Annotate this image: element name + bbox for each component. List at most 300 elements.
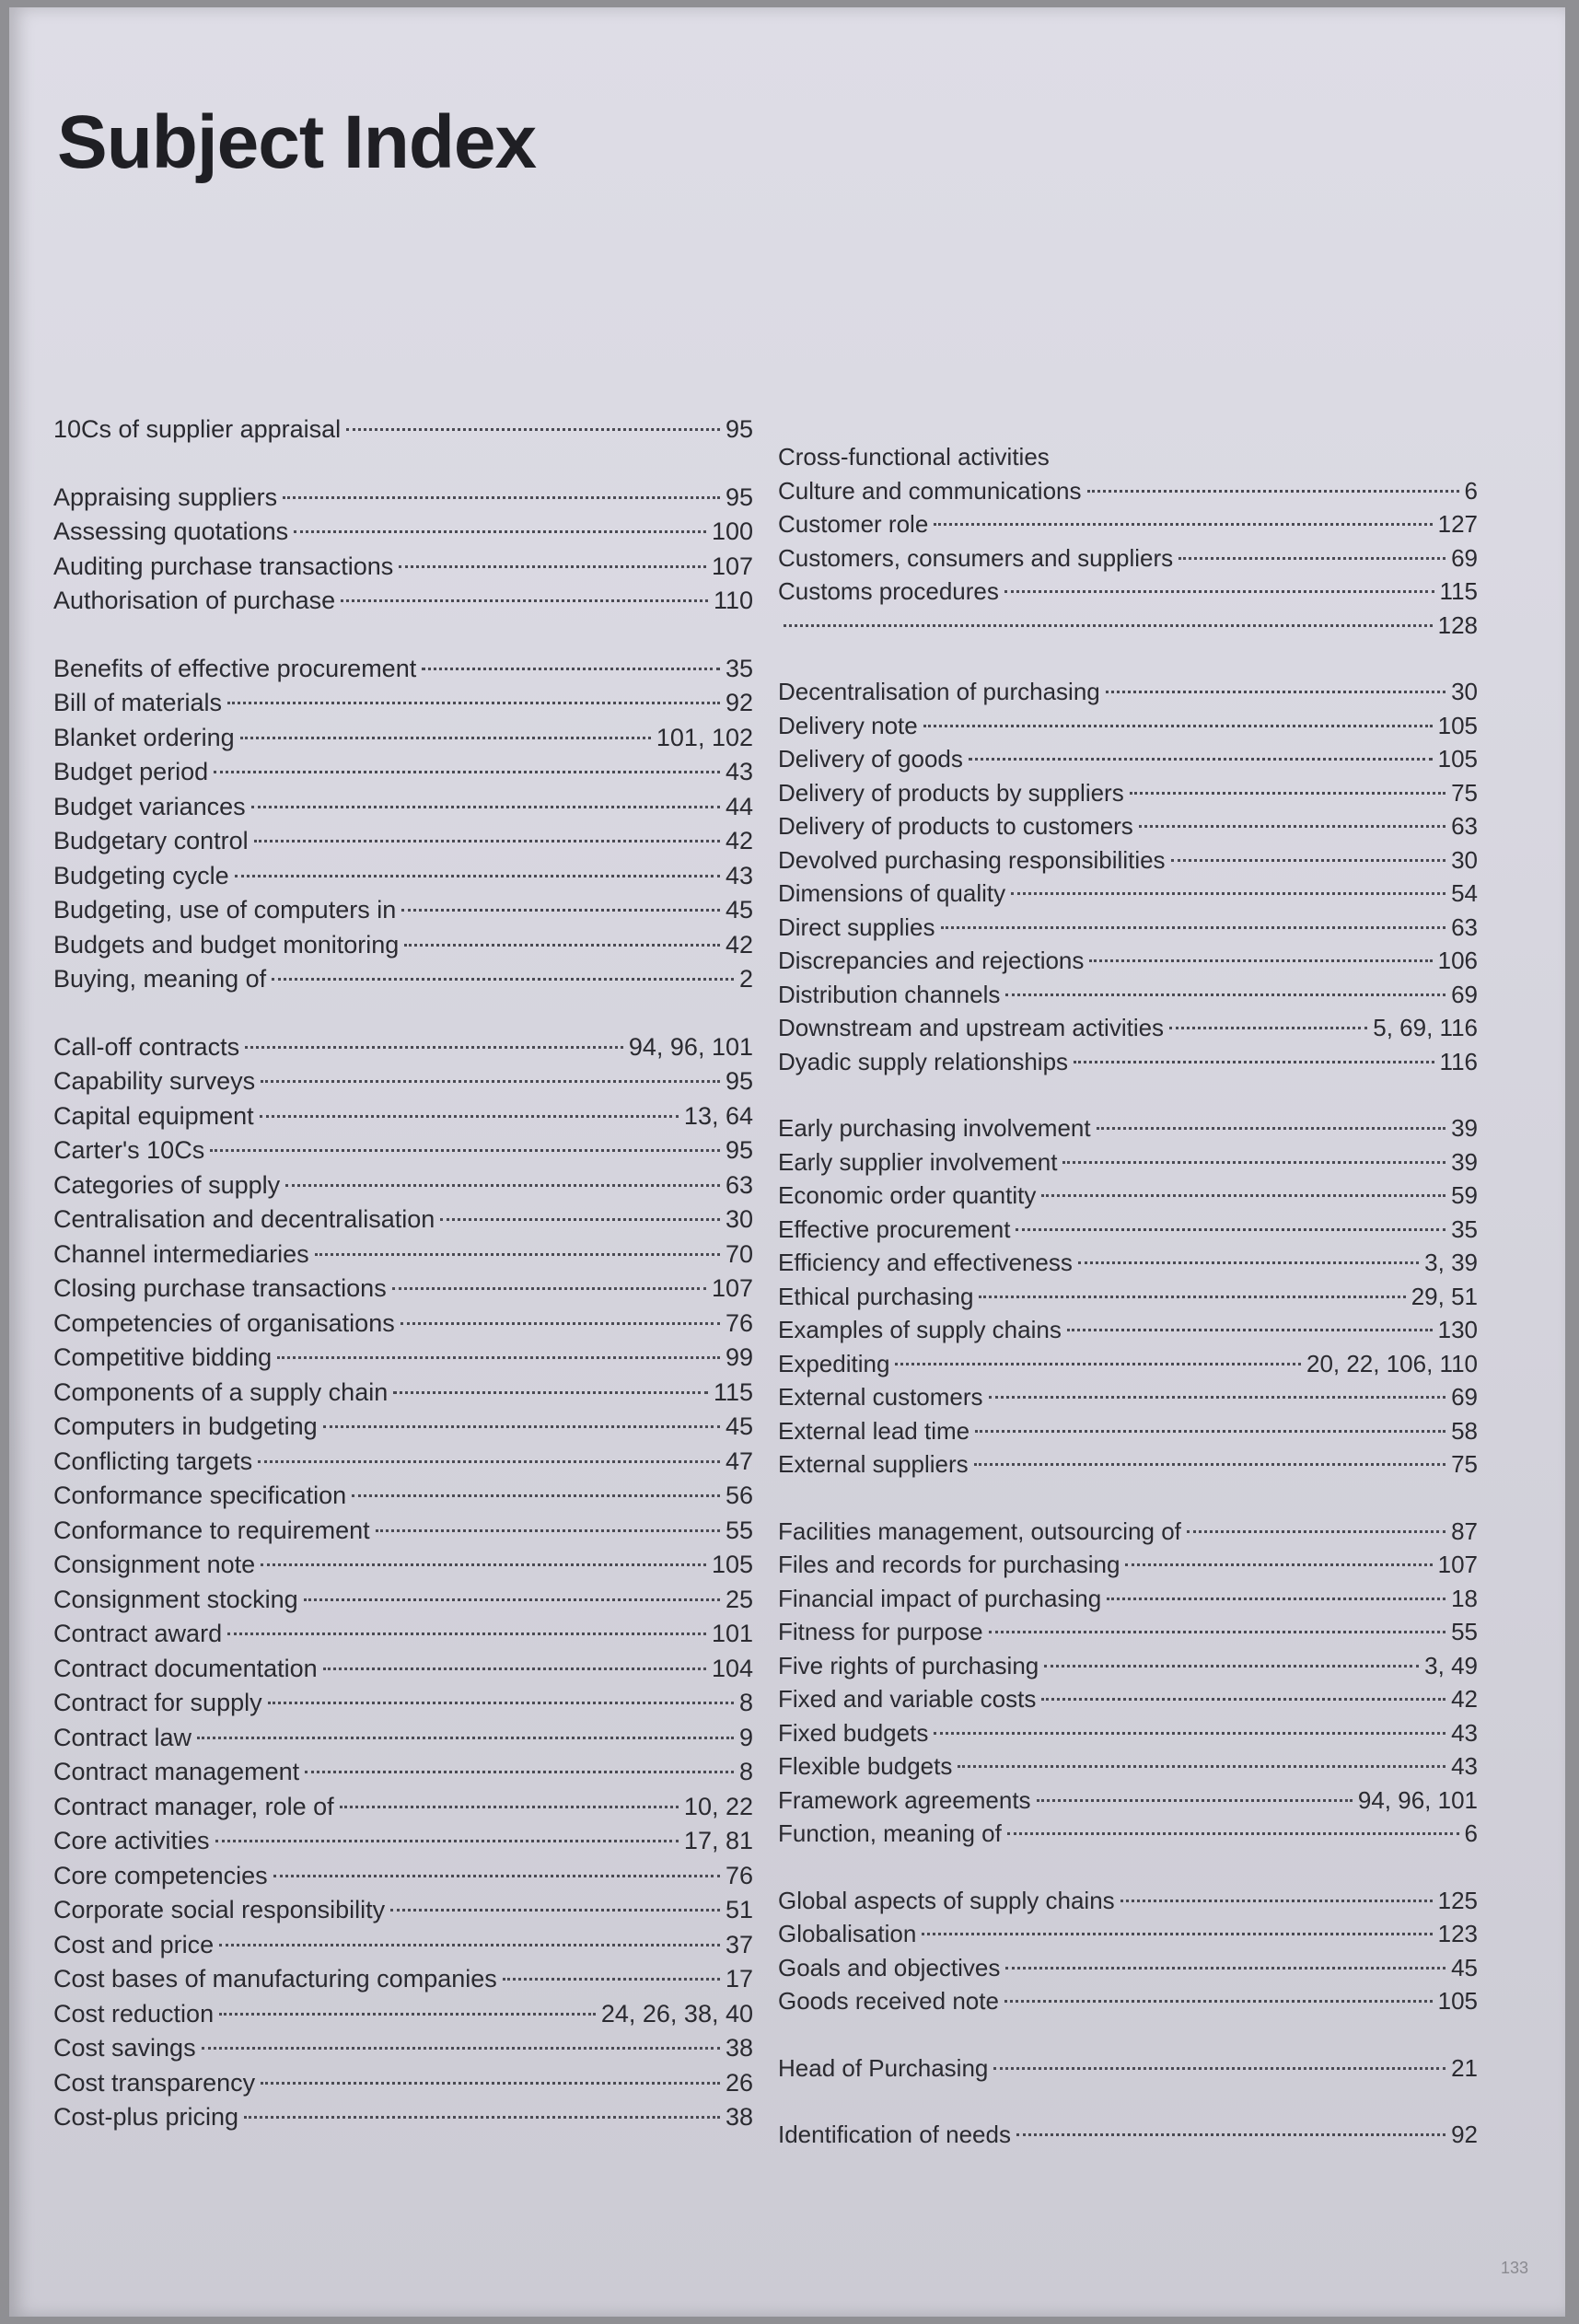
index-entry [53, 1652, 753, 1687]
dot-leader [1004, 590, 1434, 593]
index-entry [778, 1246, 1478, 1280]
index-pages: 104 [711, 1654, 753, 1682]
index-group [778, 2051, 1478, 2086]
index-pages: 95 [725, 415, 753, 443]
index-entry [53, 1133, 753, 1168]
dot-leader [210, 1149, 720, 1152]
index-entry [53, 1997, 753, 2032]
index-term: Global aspects of supply chains [778, 1886, 1115, 1914]
dot-leader [285, 1184, 720, 1187]
index-pages: 127 [1437, 510, 1478, 538]
index-entry [778, 1817, 1478, 1851]
index-term: Fitness for purpose [778, 1618, 983, 1645]
index-pages: 99 [725, 1343, 753, 1371]
index-entry [778, 1414, 1478, 1448]
index-pages: 87 [1451, 1516, 1478, 1545]
dot-leader [315, 1253, 720, 1256]
dot-leader [404, 944, 720, 947]
index-entry [778, 1716, 1478, 1750]
index-entry [53, 1548, 753, 1583]
index-pages: 107 [711, 1274, 753, 1302]
index-term: Customer role [778, 510, 929, 538]
dot-leader [219, 1944, 720, 1946]
index-term: Dyadic supply relationships [778, 1047, 1069, 1075]
dot-leader [305, 1771, 734, 1773]
index-entry [53, 2066, 753, 2101]
index-term: Channel intermediaries [53, 1239, 309, 1268]
index-term: Consignment stocking [53, 1585, 298, 1613]
index-pages: 107 [711, 552, 753, 580]
dot-leader [1087, 490, 1459, 493]
index-term: Identification of needs [778, 2121, 1011, 2148]
index-pages: 63 [1451, 912, 1478, 941]
dot-leader [1089, 959, 1432, 962]
dot-leader [392, 1287, 706, 1290]
dot-leader [934, 523, 1432, 526]
index-pages: 13, 64 [683, 1101, 753, 1130]
dot-leader [1037, 1799, 1353, 1802]
index-term: Computers in budgeting [53, 1412, 318, 1440]
index-term: External customers [778, 1383, 983, 1411]
index-term: Downstream and upstream activities [778, 1014, 1165, 1041]
dot-leader [277, 1356, 720, 1359]
index-entry [53, 1064, 753, 1099]
index-pages: 35 [1451, 1214, 1478, 1243]
index-entry [53, 755, 753, 790]
dot-leader [352, 1494, 720, 1497]
index-entry [53, 413, 753, 447]
index-term: Flexible budgets [778, 1752, 953, 1780]
index-pages: 42 [725, 827, 753, 854]
dot-leader [1007, 1832, 1459, 1835]
dot-leader [1078, 1261, 1419, 1264]
index-pages: 42 [725, 930, 753, 959]
dot-leader [245, 1046, 623, 1049]
index-pages: 24, 26, 38, 40 [600, 1999, 753, 2028]
index-pages: 10, 22 [683, 1792, 753, 1820]
index-pages: 3, 39 [1424, 1249, 1478, 1276]
index-pages: 6 [1464, 1819, 1478, 1847]
index-term: Five rights of purchasing [778, 1651, 1039, 1679]
index-pages: 76 [725, 1308, 753, 1337]
dot-leader [979, 1296, 1405, 1298]
dot-leader [1016, 2133, 1445, 2136]
dot-leader [323, 1425, 720, 1428]
index-term: Budgeting cycle [53, 861, 229, 889]
index-entry [53, 2100, 753, 2135]
dot-leader [346, 428, 720, 431]
dot-leader [215, 1840, 679, 1842]
index-entry [778, 1749, 1478, 1784]
dot-leader [422, 668, 720, 670]
index-pages: 105 [1437, 745, 1478, 773]
index-term: Call-off contracts [53, 1032, 240, 1061]
dot-leader [227, 1633, 706, 1635]
index-entry [53, 962, 753, 997]
index-term: Capital equipment [53, 1101, 254, 1130]
index-term: Globalisation [778, 1920, 917, 1947]
index-entry [778, 1582, 1478, 1616]
index-entry [778, 809, 1478, 843]
index-pages: 115 [713, 1377, 753, 1406]
index-entry [778, 1347, 1478, 1381]
index-term: Fixed and variable costs [778, 1685, 1037, 1713]
index-pages: 63 [1451, 812, 1478, 840]
index-entry [53, 1617, 753, 1652]
dot-leader [974, 1463, 1445, 1466]
index-entry [778, 1213, 1478, 1247]
index-term: Ethical purchasing [778, 1282, 974, 1310]
dot-leader [923, 725, 1433, 727]
dot-leader [503, 1978, 720, 1981]
index-entry [53, 1203, 753, 1238]
index-pages: 101 [711, 1620, 753, 1647]
index-pages: 76 [725, 1861, 753, 1889]
index-entry [53, 652, 753, 687]
index-entry [778, 1682, 1478, 1716]
index-entry [778, 1179, 1478, 1213]
index-term: Consignment note [53, 1551, 256, 1578]
index-term: Budgetary control [53, 827, 249, 854]
index-term: Budgeting, use of computers in [53, 896, 397, 924]
index-pages: 30 [1451, 678, 1478, 705]
index-term: Efficiency and effectiveness [778, 1249, 1073, 1276]
index-pages: 106 [1437, 947, 1478, 974]
index-pages: 42 [1451, 1685, 1478, 1713]
index-pages: 38 [725, 2034, 753, 2062]
dot-leader [1187, 1530, 1445, 1533]
dot-leader [261, 1080, 720, 1083]
index-term: Function, meaning of [778, 1819, 1002, 1847]
index-term: Customs procedures [778, 577, 999, 605]
index-pages: 21 [1451, 2053, 1478, 2082]
index-term: Fixed budgets [778, 1718, 929, 1747]
index-entry [53, 686, 753, 721]
index-pages: 38 [725, 2103, 753, 2131]
index-term: Devolved purchasing responsibilities [778, 845, 1166, 874]
index-term: Early supplier involvement [778, 1147, 1058, 1176]
index-pages: 29, 51 [1411, 1282, 1478, 1310]
index-entry [778, 1447, 1478, 1482]
dot-leader [1041, 1698, 1445, 1701]
index-term: Cost bases of manufacturing companies [53, 1965, 497, 1993]
index-group [53, 1030, 753, 2135]
index-entry [778, 675, 1478, 709]
index-entry [53, 1755, 753, 1790]
index-pages: 37 [725, 1930, 753, 1958]
index-term: Competencies of organisations [53, 1308, 395, 1337]
index-pages: 105 [711, 1551, 753, 1578]
dot-leader [1005, 994, 1445, 996]
dot-leader [989, 1631, 1446, 1633]
index-entry [778, 609, 1478, 643]
index-term: Contract law [53, 1723, 192, 1751]
dot-leader [240, 737, 651, 739]
dot-leader [261, 2082, 720, 2085]
index-entry [778, 1784, 1478, 1818]
dot-leader [1139, 825, 1445, 828]
index-group [778, 440, 1478, 642]
index-entry [53, 893, 753, 928]
index-entry [53, 1721, 753, 1756]
dot-leader [922, 1933, 1432, 1935]
index-entry [778, 2118, 1478, 2152]
index-entry [53, 1445, 753, 1480]
index-group [53, 413, 753, 447]
index-term: Cross-functional activities [778, 443, 1050, 471]
index-entry [778, 1380, 1478, 1414]
dot-leader [219, 2013, 596, 2016]
index-pages: 26 [725, 2068, 753, 2097]
index-pages: 45 [1451, 1953, 1478, 1981]
index-pages: 44 [725, 792, 753, 820]
dot-leader [1171, 859, 1446, 862]
index-pages: 94, 96, 101 [628, 1032, 753, 1061]
index-entry [778, 978, 1478, 1012]
index-pages: 70 [725, 1239, 753, 1268]
index-entry [53, 1341, 753, 1376]
index-entry [53, 1272, 753, 1307]
index-pages: 45 [725, 896, 753, 924]
index-pages: 43 [1451, 1752, 1478, 1780]
dot-leader [1044, 1665, 1419, 1667]
index-pages: 123 [1437, 1920, 1478, 1947]
index-pages: 39 [1451, 1147, 1478, 1176]
index-entry [53, 1376, 753, 1411]
dot-leader [401, 909, 720, 912]
index-entry [53, 1307, 753, 1342]
index-entry [53, 1583, 753, 1618]
dot-leader [341, 599, 708, 602]
index-entry [778, 877, 1478, 911]
index-term: Cost and price [53, 1930, 215, 1958]
index-term: Core competencies [53, 1861, 268, 1889]
index-pages: 59 [1451, 1181, 1478, 1209]
dot-leader [261, 1563, 706, 1566]
index-pages: 95 [725, 1136, 753, 1164]
index-term: Contract documentation [53, 1654, 318, 1682]
index-term: Blanket ordering [53, 723, 235, 751]
dot-leader [1130, 792, 1445, 795]
dot-leader [323, 1667, 706, 1670]
index-term: Delivery of products by suppliers [778, 778, 1124, 807]
index-entry [53, 859, 753, 894]
dot-leader [975, 1430, 1445, 1433]
index-term: Assessing quotations [53, 517, 289, 545]
index-pages: 107 [1437, 1551, 1478, 1578]
index-entry [53, 790, 753, 825]
index-term: Discrepancies and rejections [778, 947, 1085, 974]
index-pages: 69 [1451, 980, 1478, 1008]
index-entry [778, 1313, 1478, 1347]
index-term: Categories of supply [53, 1170, 281, 1199]
index-term: Conflicting targets [53, 1447, 253, 1475]
index-group [53, 652, 753, 997]
index-term: Centralisation and decentralisation [53, 1205, 435, 1233]
index-term: Conformance specification [53, 1482, 347, 1509]
index-term: 10Cs of supplier appraisal [53, 415, 342, 443]
dot-leader [401, 1322, 720, 1325]
dot-leader [260, 1115, 679, 1118]
dot-leader [254, 840, 720, 842]
index-entry [53, 928, 753, 963]
index-pages: 6 [1464, 476, 1478, 505]
index-term: Budget variances [53, 792, 246, 820]
dot-leader [1011, 892, 1445, 895]
index-pages: 43 [1451, 1718, 1478, 1747]
index-pages: 43 [725, 861, 753, 889]
index-entry [778, 507, 1478, 541]
index-pages: 17, 81 [683, 1827, 753, 1854]
index-group [778, 1515, 1478, 1851]
index-entry [53, 515, 753, 550]
dot-leader [251, 806, 720, 808]
index-term: Effective procurement [778, 1214, 1011, 1243]
index-pages: 3, 49 [1424, 1651, 1478, 1679]
index-pages: 75 [1451, 1450, 1478, 1478]
index-pages: 18 [1451, 1584, 1478, 1612]
index-entry [53, 1099, 753, 1134]
index-entry [53, 1893, 753, 1928]
dot-leader [393, 1391, 708, 1394]
dot-leader [390, 1909, 720, 1911]
dot-leader [1041, 1194, 1445, 1197]
index-term: Dimensions of quality [778, 879, 1006, 907]
index-term: Expediting [778, 1349, 890, 1377]
index-entry [778, 1649, 1478, 1683]
index-term: Examples of supply chains [778, 1316, 1062, 1343]
index-pages: 92 [725, 689, 753, 716]
index-pages: 130 [1437, 1316, 1478, 1343]
index-entry [778, 1615, 1478, 1649]
dot-leader [376, 1529, 720, 1532]
index-term: Goods received note [778, 1987, 999, 2015]
index-pages: 45 [725, 1412, 753, 1440]
index-entry [778, 1045, 1478, 1079]
index-term: Closing purchase transactions [53, 1274, 387, 1302]
index-pages: 128 [1437, 610, 1478, 639]
dot-leader [958, 1765, 1445, 1768]
index-column-left [53, 413, 753, 2168]
dot-leader [244, 2116, 720, 2119]
index-entry [53, 1686, 753, 1721]
index-entry [53, 1928, 753, 1963]
index-entry [778, 843, 1478, 877]
index-term: Core activities [53, 1827, 210, 1854]
index-pages: 8 [738, 1758, 753, 1785]
index-term: Decentralisation of purchasing [778, 678, 1100, 705]
index-entry [53, 1790, 753, 1825]
dot-leader [1067, 1329, 1433, 1331]
index-term: Components of a supply chain [53, 1377, 389, 1406]
dot-leader [895, 1363, 1301, 1365]
index-term: Cost savings [53, 2034, 196, 2062]
index-group [53, 481, 753, 619]
index-term: Facilities management, outsourcing of [778, 1516, 1181, 1545]
dot-leader [1097, 1127, 1445, 1130]
index-entry [53, 1238, 753, 1272]
index-pages: 125 [1437, 1886, 1478, 1914]
index-entry [778, 1884, 1478, 1918]
index-pages: 35 [725, 654, 753, 682]
book-page [9, 7, 1565, 2317]
index-pages: 43 [725, 758, 753, 785]
dot-leader [304, 1598, 720, 1601]
index-group [778, 1111, 1478, 1482]
index-term: Delivery of products to customers [778, 812, 1133, 840]
dot-leader [283, 496, 720, 499]
index-pages: 54 [1451, 879, 1478, 907]
index-term: Budget period [53, 758, 209, 785]
dot-leader [1074, 1061, 1434, 1063]
index-term: Direct supplies [778, 912, 935, 941]
dot-leader [1004, 2000, 1433, 2003]
index-entry [778, 541, 1478, 575]
index-pages: 55 [725, 1516, 753, 1544]
index-entry [778, 1951, 1478, 1985]
index-entry [53, 1859, 753, 1894]
index-term: Cost transparency [53, 2068, 256, 2097]
index-term: Competitive bidding [53, 1343, 273, 1371]
index-pages: 115 [1439, 577, 1478, 605]
index-pages: 17 [725, 1965, 753, 1993]
index-pages: 30 [1451, 845, 1478, 874]
index-pages: 94, 96, 101 [1357, 1785, 1478, 1814]
dot-leader [227, 702, 720, 704]
index-entry [53, 1514, 753, 1549]
dot-leader [273, 1875, 720, 1877]
dot-leader [1169, 1027, 1367, 1029]
index-term: Contract award [53, 1620, 223, 1647]
index-term: Goals and objectives [778, 1953, 1001, 1981]
dot-leader [1125, 1563, 1432, 1566]
dot-leader [969, 758, 1433, 761]
index-entry [778, 2051, 1478, 2086]
index-term: Economic order quantity [778, 1181, 1037, 1209]
index-pages: 8 [738, 1689, 753, 1716]
index-entry [53, 550, 753, 585]
index-term: External lead time [778, 1416, 970, 1445]
index-pages: 9 [738, 1723, 753, 1751]
index-entry [778, 1515, 1478, 1549]
index-pages: 2 [738, 965, 753, 993]
index-pages: 116 [1439, 1047, 1478, 1075]
index-group [778, 675, 1478, 1078]
index-term: Budgets and budget monitoring [53, 930, 400, 959]
index-entry [53, 2031, 753, 2066]
dot-leader [340, 1806, 679, 1808]
dot-leader [1178, 557, 1445, 560]
index-entry [53, 481, 753, 516]
index-pages: 20, 22, 106, 110 [1306, 1349, 1478, 1377]
dot-leader [399, 565, 706, 568]
index-entry [778, 1984, 1478, 2018]
index-term: Bill of materials [53, 689, 223, 716]
index-pages: 105 [1437, 711, 1478, 739]
index-term: Contract for supply [53, 1689, 262, 1716]
page-number: 133 [1500, 2259, 1528, 2277]
index-pages: 56 [725, 1482, 753, 1509]
index-pages: 39 [1451, 1114, 1478, 1142]
dot-leader [941, 926, 1446, 929]
index-pages: 100 [711, 517, 753, 545]
dot-leader [1016, 1228, 1445, 1231]
index-term: Capability surveys [53, 1067, 256, 1095]
index-term: Carter's 10Cs [53, 1136, 205, 1164]
index-column-right [778, 440, 1478, 2185]
index-pages: 110 [713, 587, 753, 614]
dot-leader [1106, 691, 1445, 693]
